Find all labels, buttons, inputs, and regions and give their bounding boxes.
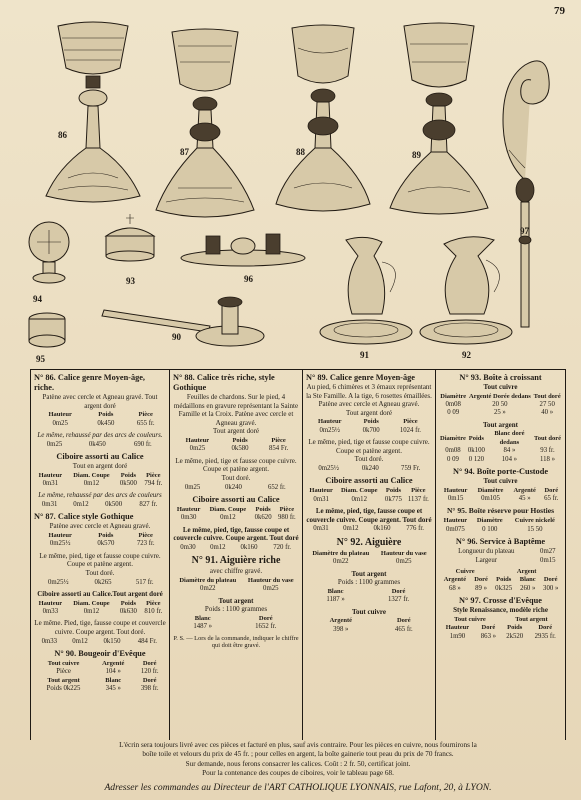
table-cell: 0k265 bbox=[94, 578, 112, 586]
table-cell: 0 09 bbox=[447, 409, 460, 417]
item-93-table-2 bbox=[439, 430, 562, 464]
table-cell: 1327 fr. bbox=[387, 596, 410, 604]
table-cell: 260 » bbox=[520, 584, 536, 592]
item-86-table-2 bbox=[34, 441, 166, 449]
table-header: Pièce bbox=[138, 411, 153, 419]
item-92-table-3 bbox=[306, 617, 432, 634]
table-header: Hauteur bbox=[48, 411, 72, 419]
item-96-dims bbox=[439, 548, 562, 565]
figure-number-92: 92 bbox=[462, 350, 471, 360]
table-cell: 0m25½ bbox=[48, 578, 69, 586]
table-header: Doré bbox=[543, 576, 558, 584]
table-cell: 0 100 bbox=[482, 525, 498, 533]
table-header: Blanc doré dedans bbox=[494, 430, 525, 446]
ciborium-sub: Tout en argent doré bbox=[72, 462, 128, 470]
item-88-note: Le même, pied, tige et fausse coupe cuivre. Coupe et patène argent. bbox=[175, 456, 297, 474]
table-cell: 690 fr. bbox=[133, 440, 152, 448]
table-header: Doré bbox=[391, 587, 406, 595]
ewer-91-illustration bbox=[316, 232, 416, 350]
table-cell: 0m12 bbox=[83, 608, 100, 615]
item-90-table bbox=[34, 660, 166, 694]
table-cell: 2935 fr. bbox=[534, 632, 556, 640]
table-cell: 0k775 bbox=[384, 495, 402, 503]
table-cell: 517 fr. bbox=[135, 578, 154, 586]
table-header: Diamètre bbox=[440, 392, 467, 400]
table-cell: 120 fr. bbox=[140, 668, 159, 676]
table-header: Argenté bbox=[329, 617, 352, 625]
table-cell: 0m31 bbox=[41, 501, 58, 508]
table-header: Pièce bbox=[138, 532, 153, 539]
item-87-title: N° 87. Calice style Gothique bbox=[34, 512, 134, 522]
table-cell: 0k450 bbox=[88, 440, 106, 448]
table-cell: 655 fr. bbox=[136, 419, 155, 427]
table-cell: 20 50 bbox=[492, 401, 508, 408]
figure-number-89: 89 bbox=[412, 150, 421, 160]
chalice-89-illustration bbox=[384, 22, 494, 218]
figure-number-97: 97 bbox=[520, 226, 529, 236]
column-4 bbox=[435, 370, 566, 740]
table-header: Hauteur bbox=[443, 517, 468, 525]
ciborium-2-table-2 bbox=[34, 638, 166, 646]
table-header: Diam. Coupe bbox=[73, 599, 110, 607]
table-cell: 89 » bbox=[475, 584, 487, 592]
table-header: Blanc bbox=[105, 676, 122, 684]
item-87-table-2 bbox=[34, 579, 166, 587]
item-96-table bbox=[439, 568, 562, 593]
host-box-95-illustration bbox=[26, 310, 68, 350]
table-cell: 0m31 bbox=[313, 495, 329, 503]
item-97-title: N° 97. Crosse d'Evêque bbox=[459, 596, 542, 606]
item-89-title: N° 89. Calice genre Moyen-âge bbox=[306, 373, 415, 382]
table-cell: 0k500 bbox=[105, 501, 123, 508]
figure-number-94: 94 bbox=[33, 294, 42, 304]
table-header: Blanc bbox=[519, 576, 536, 584]
table-cell: 0m08 bbox=[445, 401, 461, 408]
item-92-table-2 bbox=[306, 588, 432, 605]
ciborium-2-table bbox=[34, 600, 166, 617]
ciborium-table bbox=[34, 472, 166, 489]
item-91-sub: avec chiffre gravé. bbox=[209, 567, 263, 576]
item-92-poids: Poids : 1100 grammes bbox=[337, 578, 401, 587]
item-93-sub: Tout cuivre bbox=[483, 383, 518, 391]
table-cell: 104 » bbox=[501, 455, 518, 463]
table-cell: 0k160 bbox=[240, 543, 258, 551]
figure-number-96: 96 bbox=[244, 274, 253, 284]
figure-number-86: 86 bbox=[58, 130, 67, 140]
table-cell: 0 120 bbox=[468, 455, 485, 463]
table-header: Doré bbox=[142, 660, 157, 667]
table-cell: 465 fr. bbox=[394, 625, 413, 633]
table-cell: 15 50 bbox=[527, 525, 543, 533]
table-header: Poids bbox=[120, 471, 136, 479]
table-cell: 827 fr. bbox=[139, 501, 158, 508]
table-cell: 863 » bbox=[480, 632, 497, 640]
table-cell: 1652 fr. bbox=[255, 623, 277, 631]
table-header: Diam. Coupe bbox=[340, 487, 378, 495]
table-cell: Poids 0k225 bbox=[46, 685, 81, 693]
item-91-poids: Poids : 1100 grammes bbox=[204, 605, 268, 614]
table-cell: 0m33 bbox=[42, 608, 59, 615]
ciborium-note: Le même, pied, tige, fausse coupe et couvercle cuivre. Coupe argent. Tout doré bbox=[173, 525, 299, 543]
table-header: Hauteur bbox=[38, 599, 63, 607]
table-cell: 0m25 bbox=[263, 585, 279, 593]
ciborium-2-title: Ciboire assorti au Calice.Tout argent doré bbox=[37, 590, 163, 598]
table-header: Diamètre bbox=[440, 434, 466, 442]
table-cell: 0m12 bbox=[220, 514, 236, 522]
item-92-sub2: Tout cuivre bbox=[351, 607, 387, 616]
table-header: Tout doré bbox=[533, 434, 561, 442]
item-87-note: Le même, pied, tige et fausse coupe cuivre. Coupe et patène argent. bbox=[39, 551, 161, 569]
table-cell: 0k630 bbox=[119, 608, 137, 615]
table-header: Diamètre du plateau bbox=[179, 576, 237, 584]
chalice-86-illustration bbox=[38, 18, 148, 210]
item-88-table-2 bbox=[173, 484, 299, 492]
table-cell: 810 fr. bbox=[144, 608, 163, 615]
table-cell: 1187 » bbox=[326, 596, 345, 604]
table-cell: 0m30 bbox=[180, 514, 197, 522]
table-cell: Longueur du plateau bbox=[458, 548, 515, 556]
footer-line: Sur demande, nous ferons consacrer les calices. Coût : 2 fr. 50, certificat joint. bbox=[185, 759, 411, 768]
table-header: Hauteur bbox=[445, 624, 470, 632]
item-87-desc: Patène avec cercle et Agneau gravé. bbox=[49, 522, 151, 531]
table-header: Pièce bbox=[146, 471, 161, 479]
table-header: Pièce bbox=[403, 418, 418, 426]
table-cell: 0m22 bbox=[200, 585, 216, 593]
table-header: Argenté bbox=[513, 486, 536, 494]
table-header: Argenté bbox=[102, 660, 125, 667]
table-cell: 1024 fr. bbox=[399, 426, 421, 434]
table-header: Tout cuivre bbox=[47, 660, 80, 667]
table-cell: 0k700 bbox=[362, 426, 380, 434]
table-header: Poids bbox=[98, 411, 114, 419]
table-header: Tout doré bbox=[533, 392, 561, 400]
table-cell: 794 fr. bbox=[144, 480, 163, 487]
table-cell: 0m12 bbox=[351, 495, 367, 503]
table-cell: 652 fr. bbox=[267, 483, 286, 491]
table-cell: 759 Fr. bbox=[401, 464, 421, 472]
item-87-sub: Tout doré. bbox=[85, 569, 115, 577]
table-cell: 40 » bbox=[541, 409, 554, 417]
table-header: Cuivre nickelé bbox=[514, 517, 555, 525]
item-89-table-2 bbox=[306, 465, 432, 473]
table-header: Pièce bbox=[271, 436, 286, 444]
table-cell: 1m90 bbox=[449, 632, 466, 640]
table-header: Doré bbox=[142, 676, 157, 684]
footer-line: L'écrin sera toujours livré avec ces pièces et facturé en plus, sauf avis contraire. Pour les pièces en cuivre, nous fournirons la bbox=[119, 741, 477, 749]
table-cell: 0m12 bbox=[73, 501, 89, 508]
ciborium-note: Le même, pied, tige, fausse coupe et couvercle cuivre. Coupe argent. Tout doré bbox=[306, 507, 432, 524]
table-header: Hauteur du vase bbox=[247, 576, 294, 584]
table-cell: 0k150 bbox=[103, 637, 121, 645]
item-87-table bbox=[34, 532, 166, 549]
table-cell: 0m25½ bbox=[318, 464, 339, 472]
table-header: Blanc bbox=[327, 587, 344, 595]
item-86-note: Le même, rehaussé par des arcs de couleurs. bbox=[37, 431, 163, 439]
ciborium-title: Ciboire assorti au Calice bbox=[325, 476, 413, 486]
candlestick-90-illustration bbox=[100, 292, 276, 352]
figure-number-88: 88 bbox=[296, 147, 305, 157]
table-cell: 104 » bbox=[105, 668, 121, 676]
footer-line: Pour la contenance des coupes de ciboires, voir le tableau page 68. bbox=[202, 769, 394, 778]
table-cell: 0k240 bbox=[361, 464, 379, 472]
item-86-table bbox=[34, 411, 166, 428]
table-cell: 484 Fr. bbox=[137, 637, 157, 645]
figure-number-93: 93 bbox=[126, 276, 135, 286]
pyx-93-illustration bbox=[98, 212, 162, 264]
table-header: Hauteur du vase bbox=[380, 549, 427, 557]
ewer-92-illustration bbox=[416, 230, 516, 350]
table-cell: 398 » bbox=[333, 625, 349, 633]
table-cell: 0m12 bbox=[343, 525, 359, 533]
table-cell: 0k450 bbox=[97, 419, 115, 427]
figure-number-91: 91 bbox=[360, 350, 369, 360]
table-cell: 0k580 bbox=[231, 445, 249, 453]
chalice-88-illustration bbox=[268, 24, 378, 216]
table-cell: Largeur bbox=[475, 556, 497, 564]
item-92-title: N° 92. Aiguière bbox=[336, 536, 402, 548]
table-header: Blanc bbox=[194, 614, 211, 622]
table-cell: 300 » bbox=[543, 584, 559, 592]
column-2 bbox=[169, 370, 302, 740]
table-cell: 854 Fr. bbox=[268, 445, 289, 453]
table-cell: 0m12 bbox=[210, 543, 226, 551]
table-cell: 2k520 bbox=[506, 632, 524, 640]
table-header: Pièce bbox=[279, 505, 295, 513]
table-cell: 0m25 bbox=[184, 483, 201, 491]
table-cell: 0m25 bbox=[52, 419, 68, 427]
item-91-title: N° 91. Aiguière riche bbox=[191, 555, 281, 567]
table-header: Doré bbox=[538, 624, 553, 632]
table-cell: 720 fr. bbox=[273, 543, 291, 551]
order-address: Adresser les commandes au Directeur de l'ART CATHOLIQUE LYONNAIS, rue Lafont, 20, à LYON. bbox=[104, 782, 492, 793]
item-97-sub: Style Renaissance, modèle riche bbox=[453, 606, 548, 615]
item-96-title: N° 96. Service à Baptême bbox=[455, 537, 546, 547]
ciborium-table bbox=[173, 506, 299, 523]
table-header: Diamètre du plateau bbox=[312, 549, 370, 557]
table-cell: 93 fr. bbox=[540, 447, 555, 455]
table-header: Tout cuivre bbox=[454, 615, 486, 623]
item-93-title: N° 93. Boîte à croissant bbox=[459, 373, 542, 382]
table-cell: 0k100 bbox=[467, 447, 485, 455]
column-3 bbox=[302, 370, 435, 740]
table-cell: 398 fr. bbox=[140, 685, 159, 693]
table-cell: 0 09 bbox=[446, 455, 459, 463]
footer-line: boîte toile et velours du prix de 45 fr. ; pour celles en argent, la boîte gainerie tout peau du prix de 70 francs. bbox=[142, 750, 454, 759]
table-header: Diam. Coupe bbox=[73, 471, 110, 479]
baptism-service-96-illustration bbox=[178, 224, 308, 268]
table-cell: 68 » bbox=[448, 584, 461, 592]
table-header: Hauteur bbox=[185, 436, 210, 444]
figure-number-90: 90 bbox=[172, 332, 181, 342]
ciborium-table-2 bbox=[173, 544, 299, 552]
table-cell: 776 fr. bbox=[406, 525, 424, 533]
item-91-ps: P. S. — Lors de la commande, indiquer le chiffre qui doit être gravé. bbox=[173, 634, 299, 650]
ciborium-2-note: Le même. Pied, tige, fausse coupe et couvercle cuivre. Coupe argent. Tout doré. bbox=[34, 619, 166, 636]
ciborium-table-2 bbox=[34, 501, 166, 509]
table-cell: 0k160 bbox=[373, 525, 391, 533]
table-header: Poids bbox=[363, 418, 379, 426]
table-header: Pièce bbox=[146, 599, 161, 607]
table-header: Diam. Coupe bbox=[209, 505, 247, 513]
table-header: Cuivre bbox=[455, 568, 475, 576]
item-86-desc: Patène avec cercle et Agneau gravé. Tout argent doré bbox=[42, 393, 158, 410]
table-header: Doré bbox=[258, 614, 273, 622]
table-cell: 0m22 bbox=[333, 558, 349, 566]
table-cell: 1137 fr. bbox=[407, 495, 429, 503]
table-header: Doré bbox=[396, 617, 411, 625]
item-94-table bbox=[439, 487, 562, 504]
ciborium-table bbox=[306, 487, 432, 504]
table-header: Argent bbox=[516, 568, 537, 576]
item-91-table-2 bbox=[173, 615, 299, 632]
table-header: Doré bbox=[474, 576, 488, 584]
table-cell: 345 » bbox=[105, 685, 121, 693]
item-88-table bbox=[173, 437, 299, 454]
table-header: Pièce bbox=[411, 487, 426, 495]
table-cell: 0m25½ bbox=[319, 426, 341, 434]
table-header: Poids bbox=[120, 599, 136, 607]
table-cell: 0m33 bbox=[41, 637, 58, 645]
ciborium-note: Le même, rehaussé par des arcs de couleurs bbox=[38, 491, 162, 500]
item-93-sub2: Tout argent bbox=[483, 420, 518, 429]
table-header: Diamètre bbox=[477, 486, 504, 494]
item-95-table bbox=[439, 517, 562, 534]
item-88-sub: Tout argent doré bbox=[212, 427, 260, 436]
table-header: Poids bbox=[232, 436, 248, 444]
table-cell: 1487 » bbox=[193, 623, 213, 631]
table-cell: 723 fr. bbox=[136, 540, 155, 548]
table-cell: 0m31 bbox=[42, 480, 59, 487]
table-header: Argenté bbox=[443, 576, 467, 584]
table-cell: 0m31 bbox=[313, 525, 329, 533]
figure-number-95: 95 bbox=[36, 354, 45, 364]
table-cell: 0m15 bbox=[447, 495, 464, 503]
table-cell: 0m27 bbox=[540, 548, 556, 556]
item-86-title: N° 86. Calice genre Moyen-âge, riche. bbox=[34, 373, 145, 392]
ciborium-table-2 bbox=[306, 525, 432, 533]
item-88-title: N° 88. Calice très riche, style Gothique bbox=[173, 373, 275, 392]
table-cell: 118 » bbox=[539, 455, 555, 463]
footer-notes bbox=[30, 741, 566, 779]
item-91-sub2: Tout argent bbox=[218, 596, 254, 605]
column-1 bbox=[30, 370, 169, 740]
table-cell: 84 » bbox=[503, 447, 516, 455]
table-header: Hauteur bbox=[38, 471, 63, 479]
item-89-table bbox=[306, 418, 432, 435]
table-header: Poids bbox=[507, 624, 523, 632]
item-89-note: Le même, pied, tige et fausse coupe cuivre. Coupe et patène argent. bbox=[308, 438, 430, 455]
table-cell: 0m25 bbox=[396, 558, 412, 566]
table-cell: 0m30 bbox=[180, 543, 196, 551]
table-header: Hauteur bbox=[443, 486, 468, 494]
table-cell: 0m105 bbox=[481, 495, 500, 503]
table-cell: 0k570 bbox=[97, 540, 115, 548]
table-cell: 0m15 bbox=[540, 556, 556, 564]
table-cell: 0m25 bbox=[189, 445, 206, 453]
table-header: Hauteur bbox=[309, 487, 333, 495]
table-cell: 0m08 bbox=[445, 447, 461, 455]
item-91-table bbox=[173, 577, 299, 594]
item-88-sub2: Tout doré. bbox=[221, 473, 251, 482]
table-header: Poids bbox=[496, 576, 512, 584]
table-header: Tout argent bbox=[47, 676, 80, 684]
table-cell: 25 » bbox=[493, 409, 506, 417]
item-89-desc: Au pied, 6 chimères et 3 émaux représentant la Ste Famille. A la tige, 6 rosettes émaillées. Patène avec cercle et Agneau gravé. bbox=[306, 383, 432, 409]
table-cell: 65 fr. bbox=[544, 495, 559, 503]
table-cell: 45 » bbox=[518, 495, 531, 503]
item-89-sub2: Tout doré. bbox=[354, 455, 384, 464]
item-88-desc: Feuilles de chardons. Sur le pied, 4 médaillons en gravure représentant la Sainte Famille et la Croix. Patène avec cercle et Agneau gravé. bbox=[173, 393, 299, 427]
table-cell: 0m25 bbox=[46, 440, 63, 448]
custode-box-94-illustration bbox=[25, 212, 73, 284]
table-header: Hauteur bbox=[176, 505, 201, 513]
table-header: Hauteur bbox=[48, 532, 72, 539]
table-cell: 27 50 bbox=[539, 401, 555, 408]
ciborium-title: Ciboire assorti au Calice bbox=[192, 494, 280, 504]
item-97-table bbox=[439, 616, 562, 641]
item-95-title: N° 95. Boîte réserve pour Hosties bbox=[446, 506, 555, 516]
item-92-table bbox=[306, 550, 432, 567]
table-cell: 0k500 bbox=[119, 480, 137, 487]
page-number: 79 bbox=[554, 5, 565, 17]
table-cell: Pièce bbox=[56, 668, 71, 676]
table-header: Doré bbox=[544, 486, 559, 494]
table-header: Diamètre bbox=[476, 517, 503, 525]
table-cell: 0k620 bbox=[254, 514, 272, 522]
table-cell: 0k240 bbox=[224, 483, 242, 491]
table-header: Poids bbox=[468, 434, 484, 442]
table-cell: 980 fr. bbox=[278, 514, 296, 522]
item-94-sub: Tout cuivre bbox=[483, 477, 518, 486]
item-93-table bbox=[439, 393, 562, 418]
ciborium-title: Ciboire assorti au Calice bbox=[56, 452, 144, 461]
price-table bbox=[30, 369, 566, 740]
table-header: Doré bbox=[481, 624, 496, 632]
item-90-title: N° 90. Bougeoir d'Evêque bbox=[54, 649, 146, 658]
table-header: Hauteur bbox=[317, 418, 342, 426]
table-header: Poids bbox=[98, 532, 114, 539]
item-92-sub: Tout argent bbox=[351, 569, 387, 578]
table-cell: 0k325 bbox=[495, 584, 513, 592]
table-header: Poids bbox=[255, 505, 271, 513]
chalice-87-illustration bbox=[150, 28, 260, 220]
table-header: Tout argent bbox=[515, 615, 548, 623]
table-cell: 0m25½ bbox=[49, 540, 71, 548]
figure-number-87: 87 bbox=[180, 147, 189, 157]
table-header: Poids bbox=[385, 487, 402, 495]
table-cell: 0m12 bbox=[83, 480, 100, 487]
item-89-sub: Tout argent doré bbox=[345, 408, 393, 417]
item-94-title: N° 94. Boîte porte-Custode bbox=[452, 467, 549, 477]
table-header: Argenté Dorée dedans bbox=[469, 392, 531, 400]
table-cell: 0m12 bbox=[72, 637, 88, 645]
table-cell: 0m075 bbox=[445, 525, 465, 533]
